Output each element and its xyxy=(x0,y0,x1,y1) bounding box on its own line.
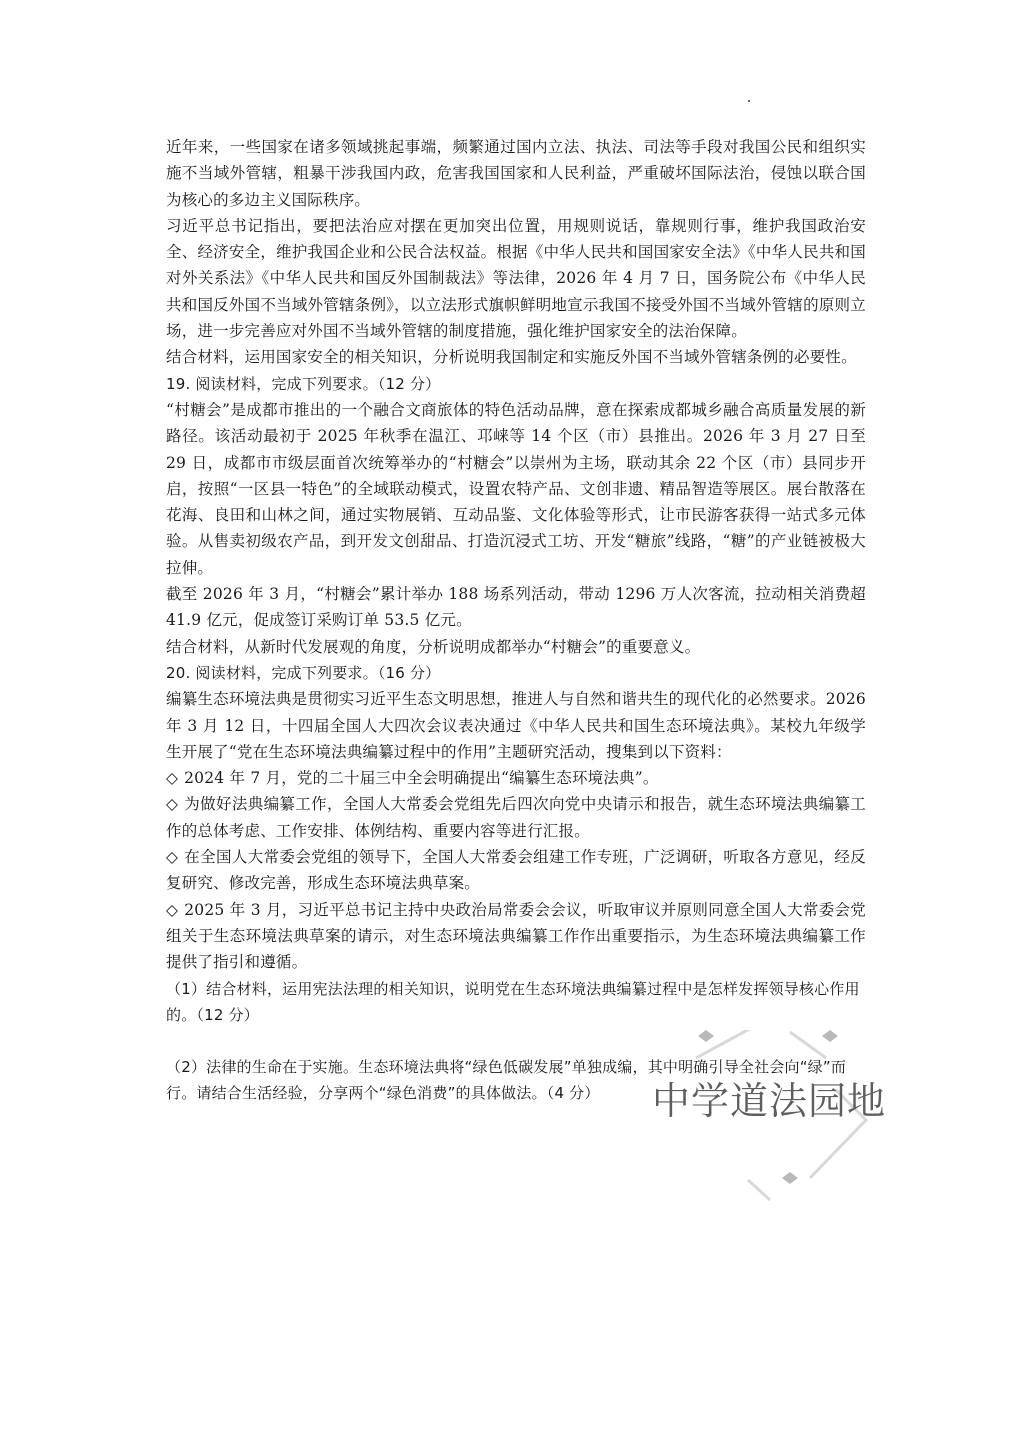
question-19-task: 结合材料，从新时代发展观的角度，分析说明成都举办“村糖会”的重要意义。 xyxy=(166,637,701,656)
list-item xyxy=(166,765,866,791)
bullet-text: 为做好法典编纂工作，全国人大常委会党组先后四次向党中央请示和报告，就生态环境法典编纂工作的总体考虑、工作安排、体例结构、重要内容等进行汇报。 xyxy=(166,795,866,840)
material-paragraph-2: 习近平总书记指出，要把法治应对摆在更加突出位置，用规则说话，靠规则行事，维护我国政治安全、经济安全，维护我国企业和公民合法权益。根据《中华人民共和国国家安全法》《中华人民共和国对外关系法》《中华人民共和国反外国制裁法》等法律，2026 年 4 月 7 日，国务院公布《中华人民共和国反外国不当域外管辖条例》，以立法形式旗帜鲜明地宣示我国不接受外国不当域外管辖的原则立场，进一步完善应对外国不当域外管辖的制度措施，强化维护国家安全的法治保障。 xyxy=(166,216,866,341)
diamond-bullet-icon: ◇ xyxy=(166,900,179,919)
list-item xyxy=(166,844,866,897)
diamond-bullet-icon: ◇ xyxy=(166,769,179,788)
question-20-subquestion-2: （2）法律的生命在于实施。生态环境法典将“绿色低碳发展”单独成编，其中明确引导全社会向“绿”而行。请结合生活经验，分享两个“绿色消费”的具体做法。（4 分） xyxy=(166,1058,847,1103)
diamond-bullet-icon: ◇ xyxy=(166,848,179,867)
question-19-heading: 19. 阅读材料，完成下列要求。（12 分） xyxy=(166,374,441,393)
list-item xyxy=(166,791,866,844)
diamond-bullet-icon: ◇ xyxy=(166,795,179,814)
bullet-text: 在全国人大常委会党组的领导下，全国人大常委会组建工作专班，广泛调研，听取各方意见，经反复研究、修改完善，形成生态环境法典草案。 xyxy=(166,848,866,893)
exam-page xyxy=(166,134,866,1107)
watermark-text: 中学道法园地 xyxy=(652,1079,887,1123)
list-item xyxy=(166,897,866,976)
question-20-paragraph-1: 编纂生态环境法典是贯彻实习近平生态文明思想，推进人与自然和谐共生的现代化的必然要求。2026 年 3 月 12 日，十四届全国人大四次会议表决通过《中华人民共和国生态环境法典》。某校九年级学生开展了“党在生态环境法典编纂过程中的作用”主题研究活动，搜集到以下资料： xyxy=(166,690,866,761)
material-paragraph-1: 近年来，一些国家在诸多领域挑起事端，频繁通过国内立法、执法、司法等手段对我国公民和组织实施不当域外管辖，粗暴干涉我国内政，危害我国国家和人民利益，严重破坏国际法治，侵蚀以联合国为核心的多边主义国际秩序。 xyxy=(166,138,866,209)
question-19-paragraph-1: “村糖会”是成都市推出的一个融合文商旅体的特色活动品牌，意在探索成都城乡融合高质量发展的新路径。该活动最初于 2025 年秋季在温江、邛崃等 14 个区（市）县推出。2026 年 3 月 27 日至 29 日，成都市市级层面首次统筹举办的“村糖会”以崇州为主场，联动其余 22 个区（市）县同步开启，按照“一区县一特色”的全域联动模式，设置农特产品、文创非遗、精品智造等展区。展台散落在花海、良田和山林之间，通过实物展销、互动品鉴、文化体验等形式，让市民游客获得一站式多元体验。从售卖初级农产品，到开发文创甜品、打造沉浸式工坊、开发“糖旅”线路，“糖”的产业链被极大拉伸。 xyxy=(166,400,866,577)
question-20-heading: 20. 阅读材料，完成下列要求。（16 分） xyxy=(166,663,441,682)
question-19-paragraph-2: 截至 2026 年 3 月，“村糖会”累计举办 188 场系列活动，带动 1296 万人次客流，拉动相关消费超 41.9 亿元，促成签订采购订单 53.5 亿元。 xyxy=(166,585,866,630)
bullet-text: 2024 年 7 月，党的二十届三中全会明确提出“编纂生态环境法典”。 xyxy=(184,769,659,788)
bullet-text: 2025 年 3 月，习近平总书记主持中央政治局常委会会议，听取审议并原则同意全国人大常委会党组关于生态环境法典草案的请示，对生态环境法典编纂工作作出重要指示，为生态环境法典编纂工作提供了指引和遵循。 xyxy=(166,900,866,972)
question-20-subquestion-1: （1）结合材料，运用宪法法理的相关知识，说明党在生态环境法典编纂过程中是怎样发挥领导核心作用的。（12 分） xyxy=(166,979,860,1024)
question-18-task: 结合材料，运用国家安全的相关知识，分析说明我国制定和实施反外国不当域外管辖条例的必要性。 xyxy=(166,348,857,367)
answer-space xyxy=(166,1028,866,1054)
speck-mark xyxy=(748,100,750,102)
